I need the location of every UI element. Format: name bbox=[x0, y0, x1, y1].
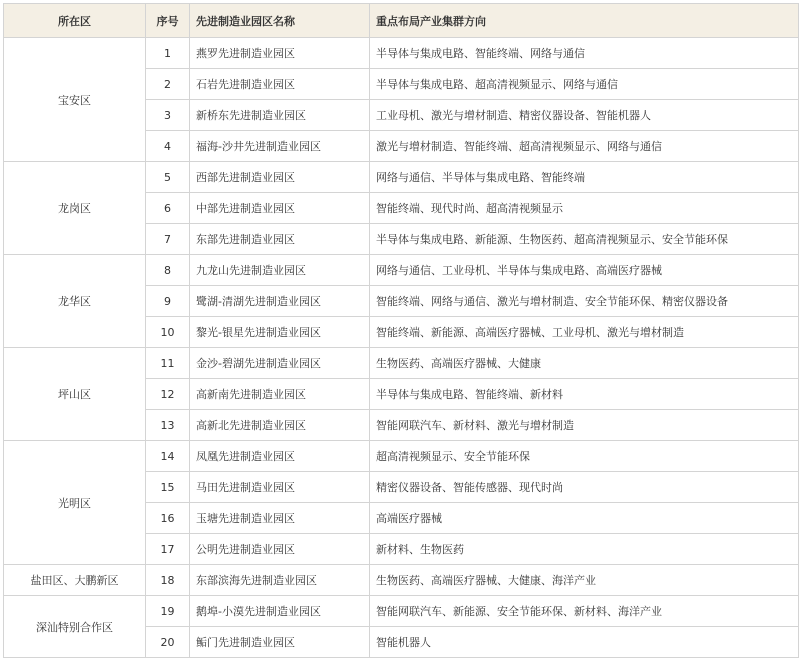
park-name-cell: 燕罗先进制造业园区 bbox=[190, 38, 370, 69]
park-name-cell: 东部滨海先进制造业园区 bbox=[190, 565, 370, 596]
park-name-cell: 鹅埠-小漠先进制造业园区 bbox=[190, 596, 370, 627]
park-name-cell: 马田先进制造业园区 bbox=[190, 472, 370, 503]
park-name-cell: 鲘门先进制造业园区 bbox=[190, 627, 370, 658]
table-row bbox=[4, 441, 799, 472]
park-name-cell: 鹭湖-清湖先进制造业园区 bbox=[190, 286, 370, 317]
industrial-park-table bbox=[3, 3, 799, 658]
header-district: 所在区 bbox=[4, 4, 146, 38]
industry-direction-cell: 智能终端、新能源、高端医疗器械、工业母机、激光与增材制造 bbox=[370, 317, 799, 348]
row-number-cell: 14 bbox=[146, 441, 190, 472]
industry-direction-cell: 工业母机、激光与增材制造、精密仪器设备、智能机器人 bbox=[370, 100, 799, 131]
industry-direction-cell: 智能网联汽车、新材料、激光与增材制造 bbox=[370, 410, 799, 441]
park-name-cell: 高新南先进制造业园区 bbox=[190, 379, 370, 410]
industry-direction-cell: 半导体与集成电路、智能终端、新材料 bbox=[370, 379, 799, 410]
row-number-cell: 4 bbox=[146, 131, 190, 162]
row-number-cell: 10 bbox=[146, 317, 190, 348]
table-row bbox=[4, 38, 799, 69]
park-name-cell: 高新北先进制造业园区 bbox=[190, 410, 370, 441]
row-number-cell: 11 bbox=[146, 348, 190, 379]
industry-direction-cell: 超高清视频显示、安全节能环保 bbox=[370, 441, 799, 472]
header-direction: 重点布局产业集群方向 bbox=[370, 4, 799, 38]
table-row bbox=[4, 596, 799, 627]
district-cell: 龙岗区 bbox=[4, 162, 146, 255]
row-number-cell: 8 bbox=[146, 255, 190, 286]
row-number-cell: 15 bbox=[146, 472, 190, 503]
row-number-cell: 18 bbox=[146, 565, 190, 596]
park-name-cell: 凤凰先进制造业园区 bbox=[190, 441, 370, 472]
park-name-cell: 金沙-碧湖先进制造业园区 bbox=[190, 348, 370, 379]
header-row bbox=[4, 4, 799, 38]
row-number-cell: 6 bbox=[146, 193, 190, 224]
industry-direction-cell: 新材料、生物医药 bbox=[370, 534, 799, 565]
table-row bbox=[4, 565, 799, 596]
park-name-cell: 西部先进制造业园区 bbox=[190, 162, 370, 193]
industry-direction-cell: 生物医药、高端医疗器械、大健康 bbox=[370, 348, 799, 379]
park-name-cell: 石岩先进制造业园区 bbox=[190, 69, 370, 100]
industry-direction-cell: 智能终端、网络与通信、激光与增材制造、安全节能环保、精密仪器设备 bbox=[370, 286, 799, 317]
park-name-cell: 新桥东先进制造业园区 bbox=[190, 100, 370, 131]
row-number-cell: 16 bbox=[146, 503, 190, 534]
row-number-cell: 12 bbox=[146, 379, 190, 410]
row-number-cell: 9 bbox=[146, 286, 190, 317]
industry-direction-cell: 网络与通信、半导体与集成电路、智能终端 bbox=[370, 162, 799, 193]
district-cell: 深汕特别合作区 bbox=[4, 596, 146, 658]
header-name: 先进制造业园区名称 bbox=[190, 4, 370, 38]
district-cell: 宝安区 bbox=[4, 38, 146, 162]
park-name-cell: 福海-沙井先进制造业园区 bbox=[190, 131, 370, 162]
table-row bbox=[4, 255, 799, 286]
table-body bbox=[4, 38, 799, 658]
industry-direction-cell: 半导体与集成电路、智能终端、网络与通信 bbox=[370, 38, 799, 69]
row-number-cell: 20 bbox=[146, 627, 190, 658]
industry-direction-cell: 生物医药、高端医疗器械、大健康、海洋产业 bbox=[370, 565, 799, 596]
industry-direction-cell: 智能网联汽车、新能源、安全节能环保、新材料、海洋产业 bbox=[370, 596, 799, 627]
district-cell: 龙华区 bbox=[4, 255, 146, 348]
industry-direction-cell: 精密仪器设备、智能传感器、现代时尚 bbox=[370, 472, 799, 503]
row-number-cell: 7 bbox=[146, 224, 190, 255]
district-cell: 光明区 bbox=[4, 441, 146, 565]
row-number-cell: 3 bbox=[146, 100, 190, 131]
industry-direction-cell: 半导体与集成电路、新能源、生物医药、超高清视频显示、安全节能环保 bbox=[370, 224, 799, 255]
row-number-cell: 13 bbox=[146, 410, 190, 441]
row-number-cell: 19 bbox=[146, 596, 190, 627]
district-cell: 盐田区、大鹏新区 bbox=[4, 565, 146, 596]
row-number-cell: 1 bbox=[146, 38, 190, 69]
industry-direction-cell: 半导体与集成电路、超高清视频显示、网络与通信 bbox=[370, 69, 799, 100]
industry-direction-cell: 高端医疗器械 bbox=[370, 503, 799, 534]
park-name-cell: 中部先进制造业园区 bbox=[190, 193, 370, 224]
row-number-cell: 2 bbox=[146, 69, 190, 100]
park-name-cell: 玉塘先进制造业园区 bbox=[190, 503, 370, 534]
park-name-cell: 公明先进制造业园区 bbox=[190, 534, 370, 565]
table-wrapper bbox=[3, 3, 799, 658]
industry-direction-cell: 激光与增材制造、智能终端、超高清视频显示、网络与通信 bbox=[370, 131, 799, 162]
industry-direction-cell: 智能终端、现代时尚、超高清视频显示 bbox=[370, 193, 799, 224]
table-row bbox=[4, 162, 799, 193]
table-header bbox=[4, 4, 799, 38]
park-name-cell: 东部先进制造业园区 bbox=[190, 224, 370, 255]
row-number-cell: 17 bbox=[146, 534, 190, 565]
header-no: 序号 bbox=[146, 4, 190, 38]
industry-direction-cell: 智能机器人 bbox=[370, 627, 799, 658]
row-number-cell: 5 bbox=[146, 162, 190, 193]
district-cell: 坪山区 bbox=[4, 348, 146, 441]
industry-direction-cell: 网络与通信、工业母机、半导体与集成电路、高端医疗器械 bbox=[370, 255, 799, 286]
table-row bbox=[4, 348, 799, 379]
park-name-cell: 九龙山先进制造业园区 bbox=[190, 255, 370, 286]
park-name-cell: 黎光-银星先进制造业园区 bbox=[190, 317, 370, 348]
